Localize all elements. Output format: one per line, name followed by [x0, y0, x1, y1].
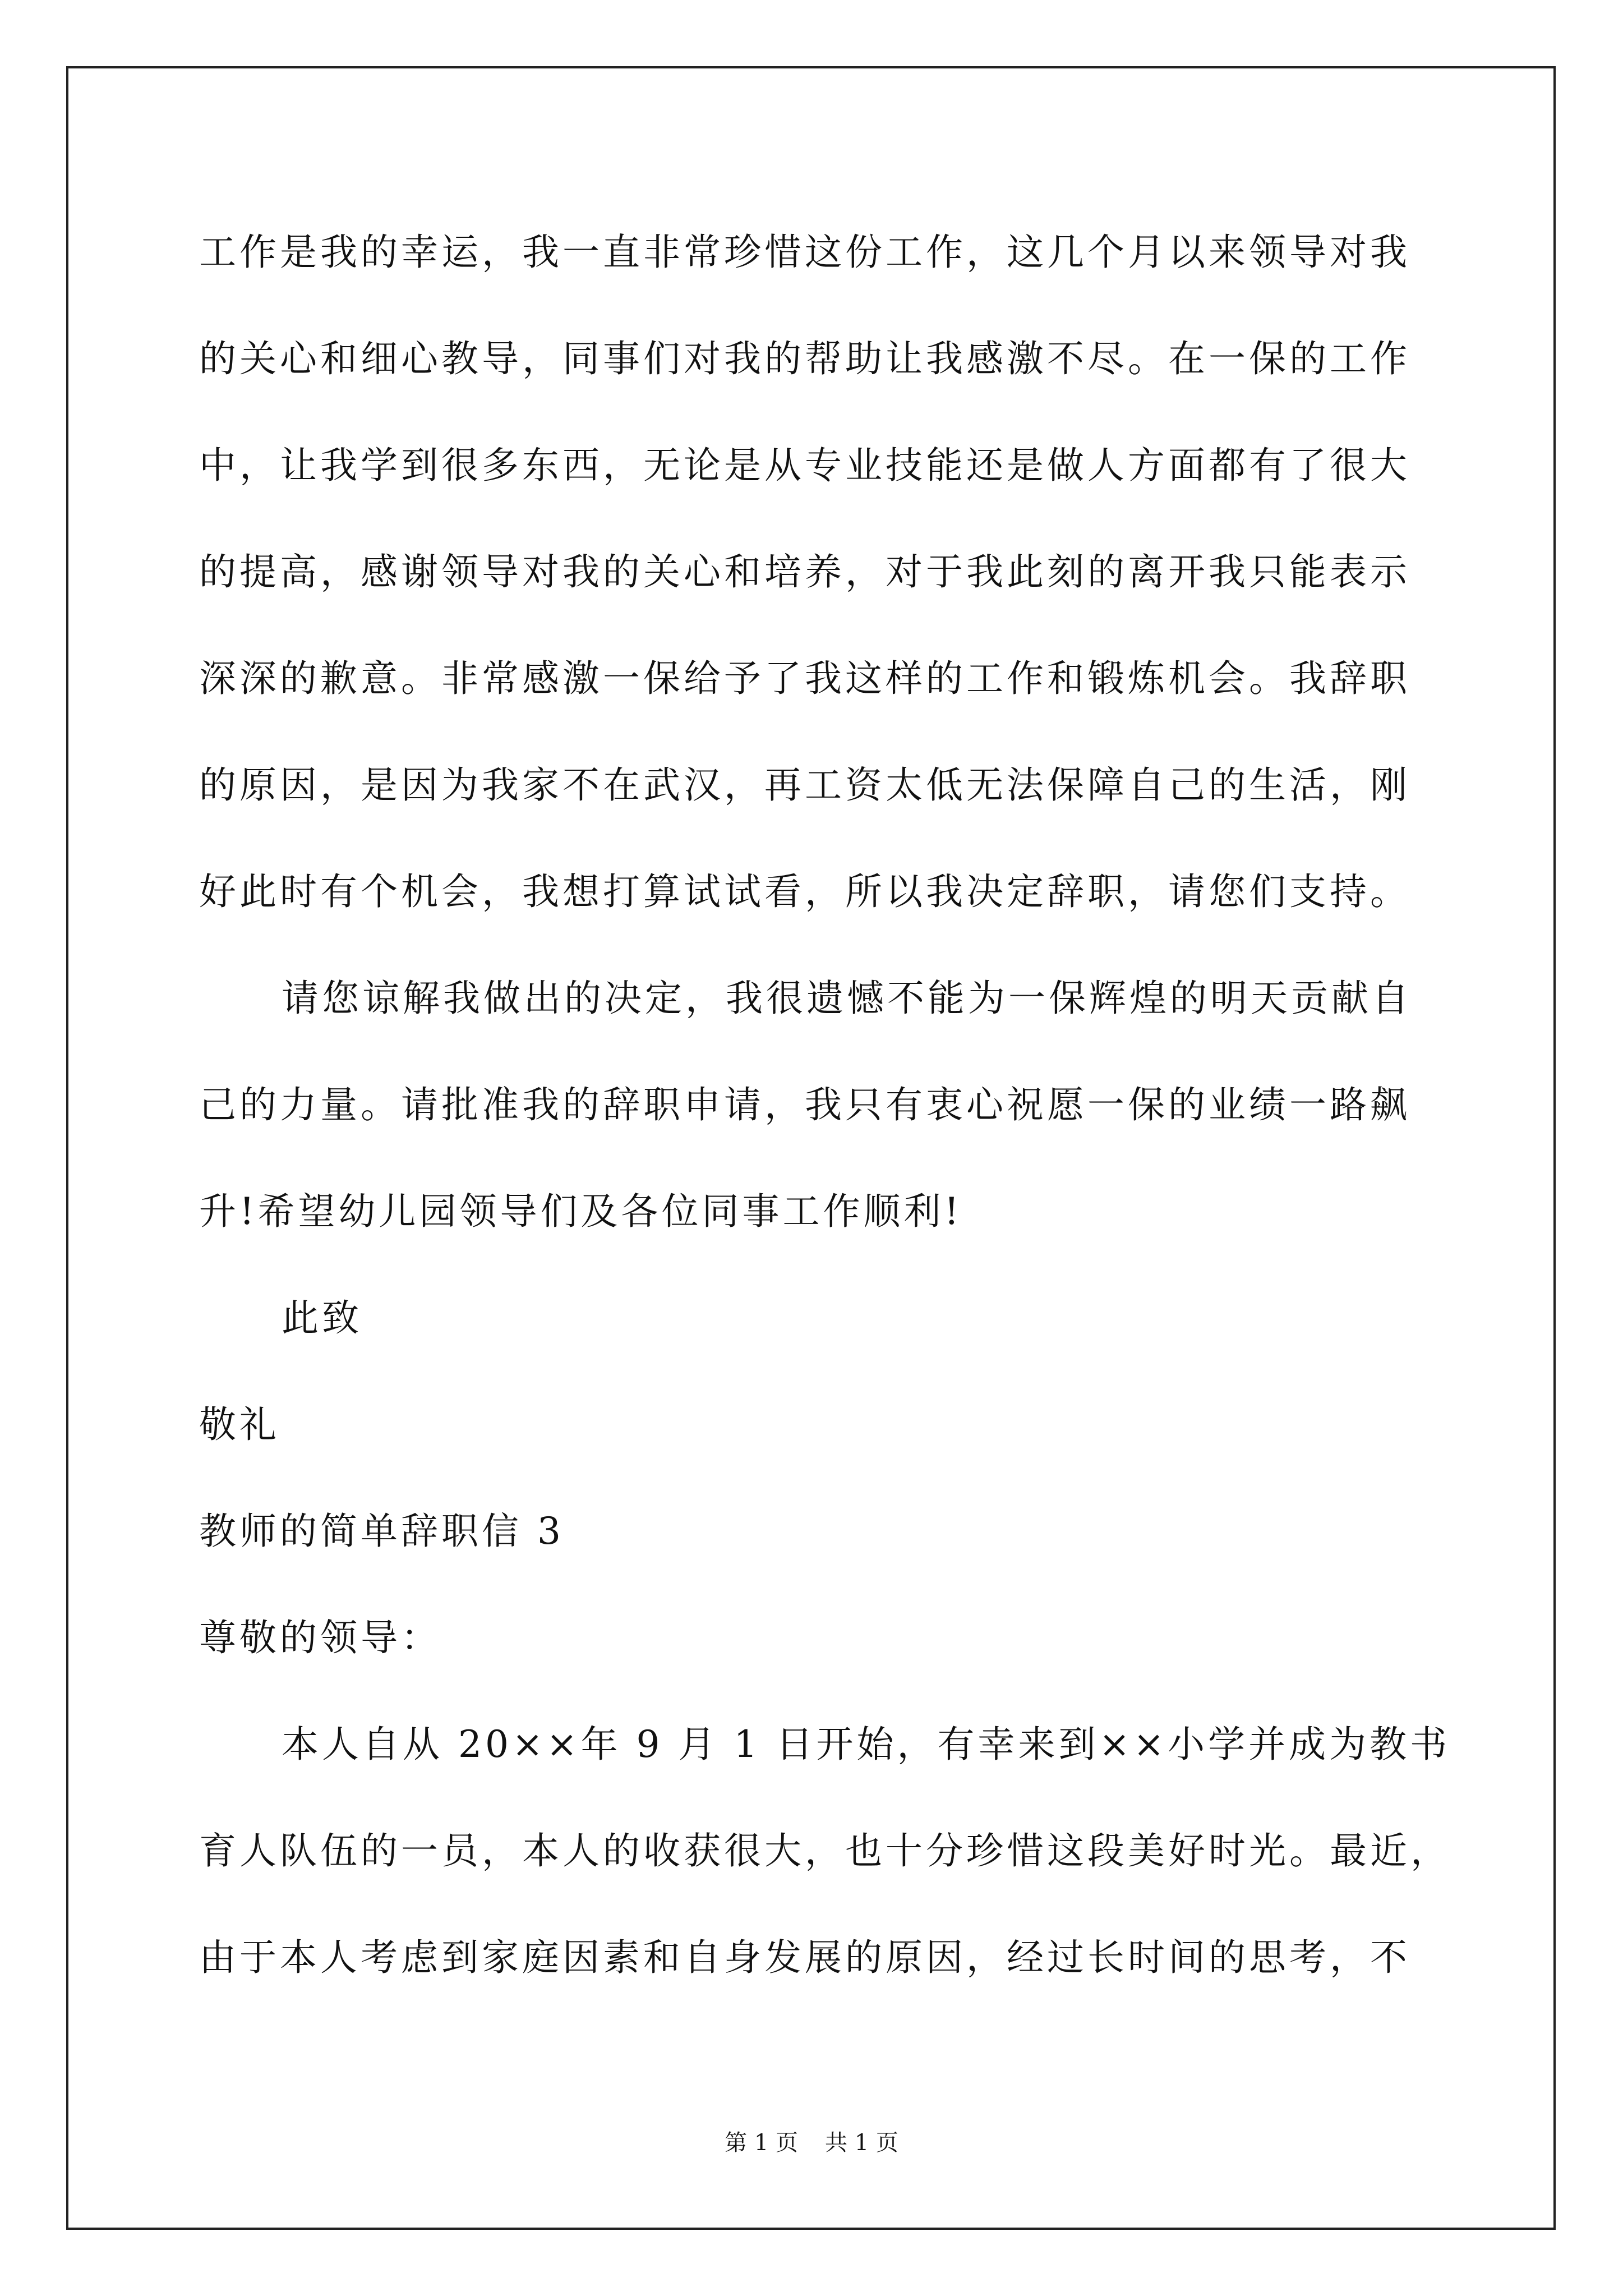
paragraph-line: 己的力量。请批准我的辞职申请，我只有衷心祝愿一保的业绩一路飙 [199, 1083, 1410, 1126]
paragraph-line: 的原因，是因为我家不在武汉，再工资太低无法保障自己的生活，刚 [199, 763, 1410, 807]
page-total: 共 1 页 [825, 2130, 898, 2156]
paragraph-line: 的提高，感谢领导对我的关心和培养，对于我此刻的离开我只能表示 [199, 550, 1410, 593]
paragraph-line: 由于本人考虑到家庭因素和自身发展的原因，经过长时间的思考，不 [199, 1936, 1410, 1979]
paragraph-line: 深深的歉意。非常感激一保给予了我这样的工作和锻炼机会。我辞职 [199, 657, 1410, 700]
paragraph-line: 请您谅解我做出的决定，我很遗憾不能为一保辉煌的明天贡献自 [282, 977, 1412, 1020]
page-border [66, 66, 1556, 2230]
paragraph-line: 好此时有个机会，我想打算试试看，所以我决定辞职，请您们支持。 [199, 870, 1410, 913]
page-footer [0, 2129, 1623, 2157]
letter-greeting: 尊敬的领导： [199, 1616, 441, 1659]
section-heading: 教师的简单辞职信 3 [199, 1510, 564, 1553]
paragraph-line: 的关心和细心教导，同事们对我的帮助让我感激不尽。在一保的工作 [199, 337, 1410, 380]
paragraph-line: 中，让我学到很多东西，无论是从专业技能还是做人方面都有了很大 [199, 444, 1410, 487]
paragraph-line: 升!希望幼儿园领导们及各位同事工作顺利! [199, 1190, 963, 1233]
page-number: 第 1 页 [725, 2130, 798, 2156]
closing-salutation: 此致 [282, 1296, 362, 1340]
paragraph-line: 工作是我的幸运，我一直非常珍惜这份工作，这几个月以来领导对我 [199, 231, 1410, 274]
closing-respect: 敬礼 [199, 1403, 280, 1446]
paragraph-line: 本人自从 20××年 9 月 1 日开始，有幸来到××小学并成为教书 [282, 1723, 1451, 1766]
paragraph-line: 育人队伍的一员，本人的收获很大，也十分珍惜这段美好时光。最近， [199, 1829, 1451, 1872]
